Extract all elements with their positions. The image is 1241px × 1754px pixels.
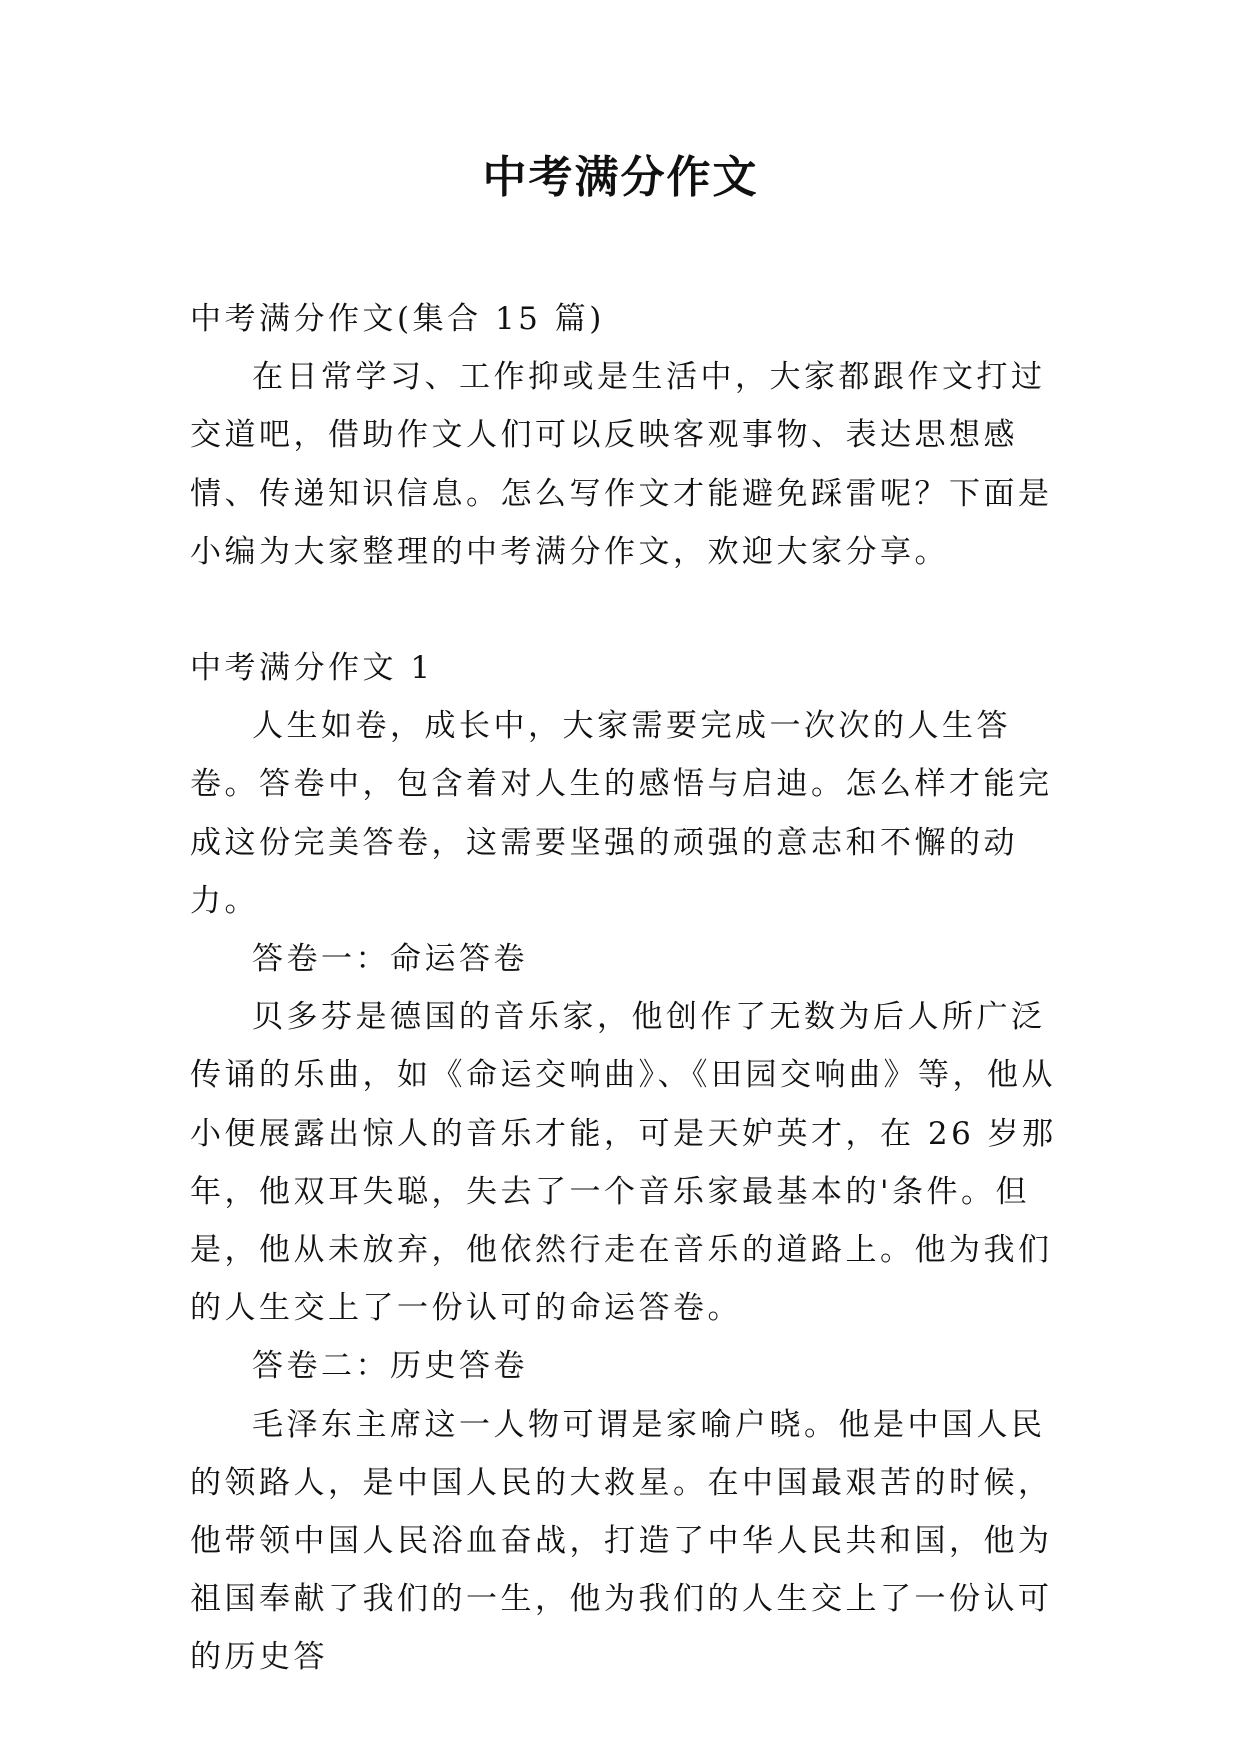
document-body [190, 290, 1060, 1687]
section-paragraph: 贝多芬是德国的音乐家，他创作了无数为后人所广泛传诵的乐曲，如《命运交响曲》、《田园交响曲》等，他从小便展露出惊人的音乐才能，可是天妒英才，在 26 岁那年，他双耳失聪，失去了一个音乐家最基本的'条件。但是，他从未放弃，他依然行走在音乐的道路上。他为我们的人生交上了一份认可的命运答卷。 [190, 999, 1057, 1327]
section-paragraph: 毛泽东主席这一人物可谓是家喻户晓。他是中国人民的领路人，是中国人民的大救星。在中国最艰苦的时候，他带领中国人民浴血奋战，打造了中华人民共和国，他为祖国奉献了我们的一生，他为我们的人生交上了一份认可的历史答 [190, 1406, 1053, 1676]
section-paragraph: 人生如卷，成长中，大家需要完成一次次的人生答卷。答卷中，包含着对人生的感悟与启迪。怎么样才能完成这份完美答卷，这需要坚强的顽强的意志和不懈的动力。 [190, 708, 1053, 919]
document-title: 中考满分作文 [482, 152, 759, 203]
section-spacer [190, 581, 1060, 639]
intro-paragraph: 在日常学习、工作抑或是生活中，大家都跟作文打过交道吧，借助作文人们可以反映客观事物、表达思想感情、传递知识信息。怎么写作文才能避免踩雷呢？下面是小编为大家整理的中考满分作文，欢迎大家分享。 [190, 359, 1053, 570]
section-heading: 中考满分作文 1 [190, 650, 434, 687]
document-subtitle: 中考满分作文(集合 15 篇) [190, 301, 605, 337]
section-subheading: 答卷二：历史答卷 [252, 1348, 528, 1385]
section-subheading: 答卷一：命运答卷 [252, 941, 528, 978]
